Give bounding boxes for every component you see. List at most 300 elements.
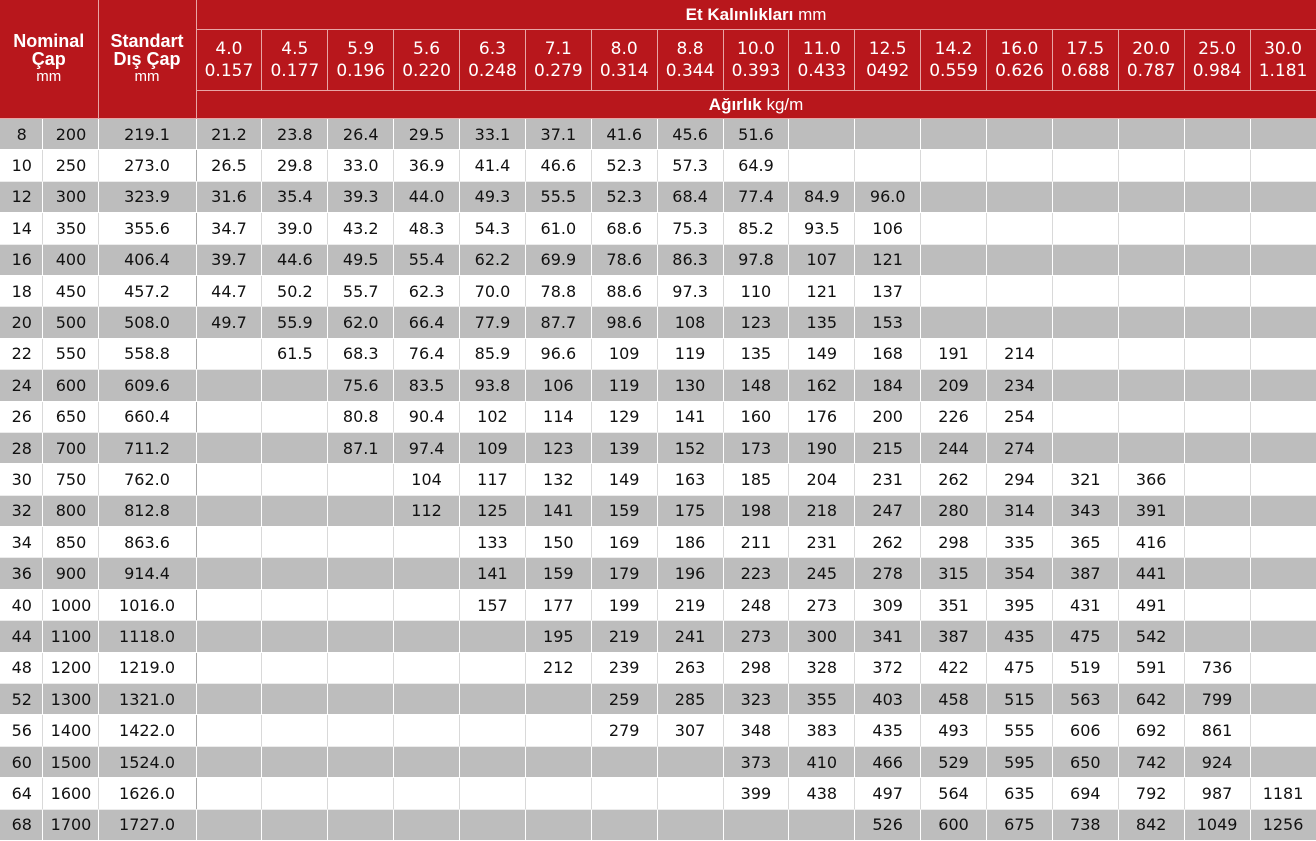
- thickness-mm: 20.0: [1132, 39, 1171, 59]
- weight-cell: [525, 684, 591, 715]
- weight-cell: 234: [987, 370, 1053, 401]
- weight-cell: 153: [855, 307, 921, 338]
- outer-diameter-cell: 1219.0: [98, 652, 196, 683]
- weight-cell: [394, 746, 460, 777]
- weight-cell: 49.5: [328, 244, 394, 275]
- weight-cell: [1250, 652, 1316, 683]
- outer-diameter-cell: 558.8: [98, 338, 196, 369]
- weight-cell: 595: [987, 746, 1053, 777]
- weight-cell: [262, 401, 328, 432]
- thickness-mm: 17.5: [1066, 39, 1105, 59]
- weight-cell: 62.3: [394, 275, 460, 306]
- weight-unit: kg/m: [766, 94, 804, 114]
- nominal-inch-cell: 24: [0, 370, 42, 401]
- weight-cell: [921, 275, 987, 306]
- weight-cell: 48.3: [394, 213, 460, 244]
- weight-cell: 328: [789, 652, 855, 683]
- weight-cell: [921, 307, 987, 338]
- weight-cell: 438: [789, 778, 855, 809]
- weight-cell: [1118, 244, 1184, 275]
- weight-cell: [1250, 213, 1316, 244]
- thickness-inch: 0.279: [533, 61, 583, 81]
- thickness-inch: 0.787: [1126, 61, 1176, 81]
- weight-cell: 491: [1118, 589, 1184, 620]
- weight-cell: [1250, 181, 1316, 212]
- weight-cell: 861: [1184, 715, 1250, 746]
- weight-cell: 694: [1052, 778, 1118, 809]
- weight-cell: 519: [1052, 652, 1118, 683]
- weight-cell: [196, 715, 262, 746]
- thickness-inch: 0.393: [731, 61, 781, 81]
- weight-cell: 273: [723, 621, 789, 652]
- weight-cell: 215: [855, 432, 921, 463]
- nominal-inch-cell: 34: [0, 527, 42, 558]
- nominal-inch-cell: 16: [0, 244, 42, 275]
- weight-cell: 55.5: [525, 181, 591, 212]
- nominal-inch-cell: 28: [0, 432, 42, 463]
- weight-cell: 106: [525, 370, 591, 401]
- weight-cell: 78.6: [591, 244, 657, 275]
- thickness-inch: 0.626: [995, 61, 1044, 81]
- weight-cell: 85.9: [460, 338, 526, 369]
- weight-cell: 52.3: [591, 150, 657, 181]
- weight-cell: 137: [855, 275, 921, 306]
- weight-cell: 62.0: [328, 307, 394, 338]
- weight-cell: 106: [855, 213, 921, 244]
- weight-cell: [1184, 338, 1250, 369]
- weight-cell: 77.9: [460, 307, 526, 338]
- outer-diameter-cell: 1727.0: [98, 809, 196, 840]
- weight-cell: [1118, 150, 1184, 181]
- weight-cell: [1184, 495, 1250, 526]
- weight-cell: 98.6: [591, 307, 657, 338]
- thickness-column-header: [591, 30, 657, 91]
- thickness-inch: 0.688: [1060, 61, 1110, 81]
- weight-cell: 555: [987, 715, 1053, 746]
- weight-cell: 119: [657, 338, 723, 369]
- weight-cell: 564: [921, 778, 987, 809]
- weight-cell: 159: [525, 558, 591, 589]
- weight-cell: [328, 809, 394, 840]
- weight-cell: [1250, 119, 1316, 150]
- weight-cell: 163: [657, 464, 723, 495]
- weight-cell: 1181: [1250, 778, 1316, 809]
- weight-cell: 162: [789, 370, 855, 401]
- weight-cell: 21.2: [196, 119, 262, 150]
- thickness-inch: 0.433: [797, 61, 847, 81]
- thickness-inch: 0.559: [929, 61, 978, 81]
- thickness-inch: 0.344: [665, 61, 715, 81]
- weight-cell: 123: [723, 307, 789, 338]
- thickness-mm: 10.0: [737, 39, 775, 59]
- weight-cell: [1184, 558, 1250, 589]
- nominal-inch-cell: 20: [0, 307, 42, 338]
- weight-cell: [987, 213, 1053, 244]
- weight-cell: 135: [789, 307, 855, 338]
- standard-outer-diameter-unit: mm: [134, 68, 160, 85]
- weight-cell: 109: [591, 338, 657, 369]
- weight-cell: 526: [855, 809, 921, 840]
- outer-diameter-cell: 914.4: [98, 558, 196, 589]
- weight-cell: 422: [921, 652, 987, 683]
- weight-cell: [196, 558, 262, 589]
- weight-cell: [1250, 401, 1316, 432]
- weight-cell: [262, 715, 328, 746]
- weight-cell: 68.3: [328, 338, 394, 369]
- weight-cell: [394, 527, 460, 558]
- weight-cell: [328, 589, 394, 620]
- nominal-inch-cell: 56: [0, 715, 42, 746]
- wall-thickness-label: Et Kalınlıkları: [685, 4, 794, 24]
- weight-cell: 273: [789, 589, 855, 620]
- nominal-inch-cell: 22: [0, 338, 42, 369]
- weight-cell: 39.3: [328, 181, 394, 212]
- weight-cell: 121: [855, 244, 921, 275]
- weight-cell: [987, 150, 1053, 181]
- table-row: [0, 652, 1316, 683]
- table-row: [0, 495, 1316, 526]
- weight-cell: [328, 684, 394, 715]
- weight-cell: [1250, 275, 1316, 306]
- thickness-mm: 14.2: [934, 39, 973, 59]
- weight-cell: 130: [657, 370, 723, 401]
- weight-cell: 43.2: [328, 213, 394, 244]
- weight-cell: 383: [789, 715, 855, 746]
- weight-cell: 70.0: [460, 275, 526, 306]
- weight-cell: 600: [921, 809, 987, 840]
- nominal-mm-cell: 750: [42, 464, 98, 495]
- outer-diameter-cell: 660.4: [98, 401, 196, 432]
- weight-cell: 80.8: [328, 401, 394, 432]
- weight-cell: [855, 119, 921, 150]
- weight-cell: 44.0: [394, 181, 460, 212]
- weight-cell: 191: [921, 338, 987, 369]
- thickness-mm: 4.5: [281, 39, 309, 59]
- nominal-inch-cell: 14: [0, 213, 42, 244]
- thickness-columns-row: [0, 30, 1316, 91]
- table-row: [0, 809, 1316, 840]
- weight-cell: [1250, 432, 1316, 463]
- outer-diameter-cell: 323.9: [98, 181, 196, 212]
- weight-cell: 606: [1052, 715, 1118, 746]
- weight-cell: [196, 495, 262, 526]
- outer-diameter-cell: 508.0: [98, 307, 196, 338]
- weight-cell: 107: [789, 244, 855, 275]
- weight-cell: 37.1: [525, 119, 591, 150]
- weight-cell: 372: [855, 652, 921, 683]
- weight-cell: 85.2: [723, 213, 789, 244]
- weight-cell: 64.9: [723, 150, 789, 181]
- outer-diameter-cell: 1422.0: [98, 715, 196, 746]
- nominal-mm-cell: 300: [42, 181, 98, 212]
- weight-cell: 262: [921, 464, 987, 495]
- nominal-inch-cell: 18: [0, 275, 42, 306]
- weight-cell: [262, 370, 328, 401]
- weight-cell: [1118, 338, 1184, 369]
- weight-cell: 387: [921, 621, 987, 652]
- weight-cell: [460, 652, 526, 683]
- table-row: [0, 275, 1316, 306]
- outer-diameter-cell: 406.4: [98, 244, 196, 275]
- weight-cell: 387: [1052, 558, 1118, 589]
- weight-cell: 278: [855, 558, 921, 589]
- weight-cell: [394, 621, 460, 652]
- table-row: [0, 213, 1316, 244]
- weight-cell: 1256: [1250, 809, 1316, 840]
- weight-cell: 31.6: [196, 181, 262, 212]
- weight-cell: 129: [591, 401, 657, 432]
- weight-cell: 515: [987, 684, 1053, 715]
- weight-cell: 475: [987, 652, 1053, 683]
- nominal-mm-cell: 1400: [42, 715, 98, 746]
- weight-cell: 123: [525, 432, 591, 463]
- nominal-inch-cell: 10: [0, 150, 42, 181]
- nominal-mm-cell: 550: [42, 338, 98, 369]
- weight-cell: [262, 464, 328, 495]
- weight-cell: 49.7: [196, 307, 262, 338]
- table-header: [0, 0, 1316, 119]
- nominal-mm-cell: 650: [42, 401, 98, 432]
- weight-cell: 591: [1118, 652, 1184, 683]
- weight-cell: 280: [921, 495, 987, 526]
- weight-cell: [1052, 150, 1118, 181]
- weight-cell: [723, 809, 789, 840]
- weight-cell: 176: [789, 401, 855, 432]
- weight-cell: [262, 495, 328, 526]
- outer-diameter-cell: 273.0: [98, 150, 196, 181]
- weight-cell: 924: [1184, 746, 1250, 777]
- outer-diameter-cell: 1118.0: [98, 621, 196, 652]
- nominal-mm-cell: 600: [42, 370, 98, 401]
- outer-diameter-cell: 1524.0: [98, 746, 196, 777]
- thickness-inch: 0.157: [204, 61, 254, 81]
- weight-cell: 274: [987, 432, 1053, 463]
- thickness-mm: 30.0: [1264, 39, 1302, 59]
- weight-cell: 87.1: [328, 432, 394, 463]
- weight-cell: 97.8: [723, 244, 789, 275]
- weight-cell: 62.2: [460, 244, 526, 275]
- weight-cell: 675: [987, 809, 1053, 840]
- thickness-mm: 25.0: [1198, 39, 1236, 59]
- weight-cell: [1118, 119, 1184, 150]
- weight-cell: [394, 715, 460, 746]
- weight-cell: 93.5: [789, 213, 855, 244]
- weight-cell: [394, 684, 460, 715]
- weight-cell: 76.4: [394, 338, 460, 369]
- weight-cell: [460, 621, 526, 652]
- weight-cell: [1184, 181, 1250, 212]
- weight-cell: 102: [460, 401, 526, 432]
- weight-cell: 159: [591, 495, 657, 526]
- weight-cell: 239: [591, 652, 657, 683]
- weight-cell: [262, 809, 328, 840]
- thickness-column-header: [328, 30, 394, 91]
- weight-cell: 44.6: [262, 244, 328, 275]
- nominal-diameter-header: [0, 0, 98, 119]
- weight-cell: 399: [723, 778, 789, 809]
- weight-cell: 231: [789, 527, 855, 558]
- outer-diameter-cell: 457.2: [98, 275, 196, 306]
- weight-cell: 335: [987, 527, 1053, 558]
- thickness-inch: 0492: [866, 61, 910, 81]
- weight-cell: 61.0: [525, 213, 591, 244]
- weight-cell: [1250, 589, 1316, 620]
- weight-cell: [196, 589, 262, 620]
- weight-cell: [1052, 119, 1118, 150]
- thickness-column-header: [789, 30, 855, 91]
- weight-cell: 132: [525, 464, 591, 495]
- nominal-inch-cell: 26: [0, 401, 42, 432]
- outer-diameter-cell: 1626.0: [98, 778, 196, 809]
- weight-cell: 125: [460, 495, 526, 526]
- weight-cell: 141: [460, 558, 526, 589]
- nominal-mm-cell: 1100: [42, 621, 98, 652]
- weight-cell: 112: [394, 495, 460, 526]
- weight-cell: 33.1: [460, 119, 526, 150]
- weight-cell: 51.6: [723, 119, 789, 150]
- weight-cell: [1184, 464, 1250, 495]
- weight-cell: 198: [723, 495, 789, 526]
- standard-outer-diameter-label: Standart Dış Çap: [110, 31, 184, 69]
- weight-cell: 354: [987, 558, 1053, 589]
- weight-cell: [196, 527, 262, 558]
- table-row: [0, 307, 1316, 338]
- thickness-column-header: [1184, 30, 1250, 91]
- weight-cell: 68.4: [657, 181, 723, 212]
- thickness-column-header: [1250, 30, 1316, 91]
- weight-cell: 650: [1052, 746, 1118, 777]
- weight-cell: 315: [921, 558, 987, 589]
- weight-cell: 226: [921, 401, 987, 432]
- weight-cell: [262, 432, 328, 463]
- weight-cell: 254: [987, 401, 1053, 432]
- nominal-inch-cell: 32: [0, 495, 42, 526]
- weight-cell: 211: [723, 527, 789, 558]
- weight-cell: [1250, 307, 1316, 338]
- weight-cell: 149: [789, 338, 855, 369]
- nominal-mm-cell: 350: [42, 213, 98, 244]
- nominal-mm-cell: 500: [42, 307, 98, 338]
- weight-cell: 475: [1052, 621, 1118, 652]
- outer-diameter-cell: 609.6: [98, 370, 196, 401]
- table-row: [0, 684, 1316, 715]
- weight-cell: 169: [591, 527, 657, 558]
- weight-cell: 75.6: [328, 370, 394, 401]
- weight-cell: [1052, 338, 1118, 369]
- weight-cell: [1118, 213, 1184, 244]
- weight-cell: 307: [657, 715, 723, 746]
- nominal-mm-cell: 1700: [42, 809, 98, 840]
- weight-cell: [1250, 495, 1316, 526]
- thickness-inch: 0.248: [468, 61, 517, 81]
- table-row: [0, 527, 1316, 558]
- weight-cell: [1184, 401, 1250, 432]
- weight-cell: [196, 432, 262, 463]
- weight-cell: 365: [1052, 527, 1118, 558]
- thickness-mm: 12.5: [868, 39, 907, 59]
- weight-cell: 373: [723, 746, 789, 777]
- weight-cell: [591, 778, 657, 809]
- weight-cell: 1049: [1184, 809, 1250, 840]
- weight-cell: [1184, 432, 1250, 463]
- weight-cell: [460, 778, 526, 809]
- weight-cell: 135: [723, 338, 789, 369]
- weight-cell: 141: [657, 401, 723, 432]
- weight-cell: [921, 213, 987, 244]
- table-row: [0, 432, 1316, 463]
- table-body: [0, 119, 1316, 841]
- nominal-mm-cell: 1500: [42, 746, 98, 777]
- weight-cell: 223: [723, 558, 789, 589]
- nominal-inch-cell: 68: [0, 809, 42, 840]
- weight-cell: [1250, 370, 1316, 401]
- wall-thickness-unit: mm: [798, 4, 827, 24]
- weight-cell: 231: [855, 464, 921, 495]
- thickness-mm: 8.0: [610, 39, 638, 59]
- weight-cell: 403: [855, 684, 921, 715]
- thickness-column-header: [1052, 30, 1118, 91]
- weight-cell: [328, 652, 394, 683]
- weight-cell: [196, 464, 262, 495]
- weight-cell: 219: [657, 589, 723, 620]
- weight-cell: 200: [855, 401, 921, 432]
- nominal-inch-cell: 30: [0, 464, 42, 495]
- nominal-inch-cell: 36: [0, 558, 42, 589]
- table-row: [0, 181, 1316, 212]
- weight-cell: [262, 778, 328, 809]
- weight-cell: 259: [591, 684, 657, 715]
- weight-cell: 117: [460, 464, 526, 495]
- weight-cell: 90.4: [394, 401, 460, 432]
- weight-cell: 168: [855, 338, 921, 369]
- outer-diameter-cell: 863.6: [98, 527, 196, 558]
- weight-cell: [1184, 213, 1250, 244]
- weight-cell: 108: [657, 307, 723, 338]
- nominal-inch-cell: 48: [0, 652, 42, 683]
- weight-cell: [1118, 307, 1184, 338]
- thickness-mm: 6.3: [478, 39, 506, 59]
- outer-diameter-cell: 1321.0: [98, 684, 196, 715]
- weight-cell: 29.5: [394, 119, 460, 150]
- weight-cell: [987, 181, 1053, 212]
- weight-cell: 497: [855, 778, 921, 809]
- thickness-column-header: [987, 30, 1053, 91]
- weight-cell: 110: [723, 275, 789, 306]
- weight-cell: 635: [987, 778, 1053, 809]
- nominal-mm-cell: 850: [42, 527, 98, 558]
- weight-cell: [1118, 275, 1184, 306]
- weight-cell: [262, 621, 328, 652]
- outer-diameter-cell: 711.2: [98, 432, 196, 463]
- nominal-mm-cell: 800: [42, 495, 98, 526]
- nominal-inch-cell: 40: [0, 589, 42, 620]
- outer-diameter-cell: 219.1: [98, 119, 196, 150]
- weight-cell: [1184, 621, 1250, 652]
- thickness-mm: 8.8: [676, 39, 704, 59]
- thickness-mm: 4.0: [215, 39, 243, 59]
- weight-cell: [1250, 715, 1316, 746]
- thickness-inch: 0.220: [402, 61, 451, 81]
- weight-cell: [921, 244, 987, 275]
- weight-cell: 279: [591, 715, 657, 746]
- weight-cell: 177: [525, 589, 591, 620]
- nominal-diameter-unit: mm: [36, 68, 62, 85]
- weight-cell: 41.4: [460, 150, 526, 181]
- weight-cell: 96.6: [525, 338, 591, 369]
- weight-cell: [789, 150, 855, 181]
- weight-cell: 842: [1118, 809, 1184, 840]
- weight-cell: 33.0: [328, 150, 394, 181]
